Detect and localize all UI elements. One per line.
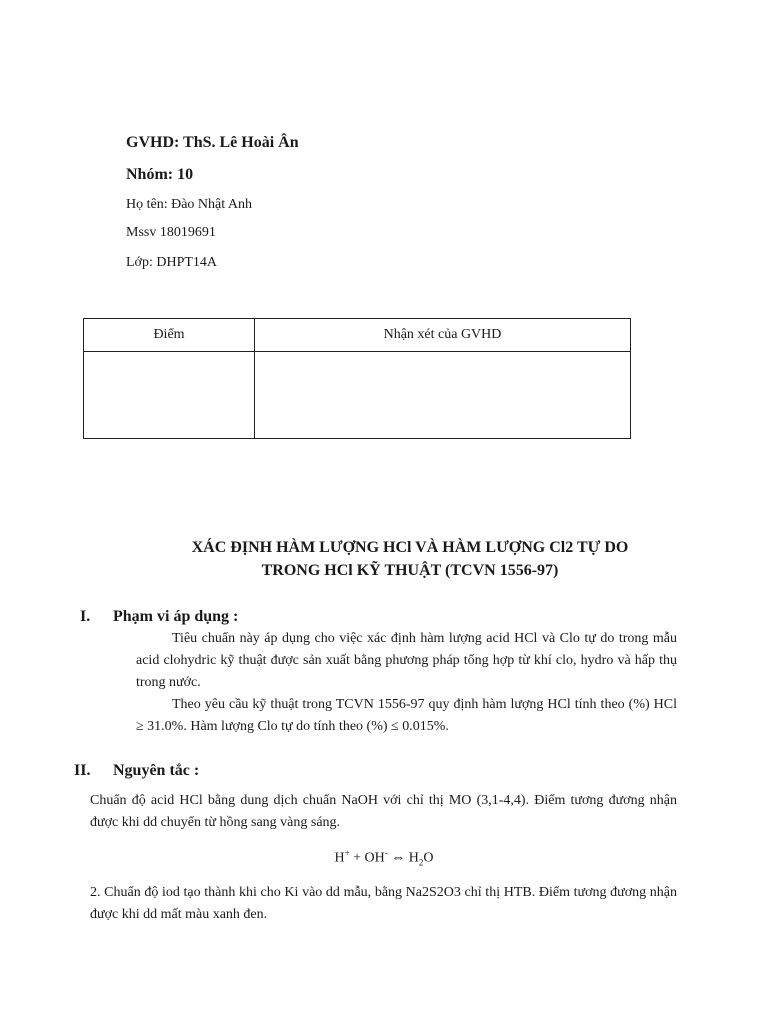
reaction-equation [0,848,768,867]
grade-cell [84,352,255,439]
grade-table [83,318,631,439]
eq-h: H [334,850,345,866]
comment-cell [255,352,631,439]
section-1-paragraph-1: Tiêu chuẩn này áp dụng cho việc xác định hàm lượng acid HCl và Clo tự do trong mẫu acid clohydric kỹ thuật được sản xuất bằng phương pháp tổng hợp từ khí clo, hydro và hấp thụ trong nước. [136,631,677,690]
eq-oh: + OH [349,850,385,866]
section-2-number: II. [74,762,91,779]
section-1-paragraph-2: Theo yêu cầu kỹ thuật trong TCVN 1556-97 quy định hàm lượng HCl tính theo (%) HCl ≥ 31.0%. Hàm lượng Clo tự do tính theo (%) ≤ 0.015%. [136,697,677,734]
eq-subscript: 2 [418,857,424,868]
comment-header: Nhận xét của GVHD [255,319,631,352]
class-line: Lớp: DHPT14A [126,255,218,270]
section-1-title: Phạm vi áp dụng : [113,608,239,625]
eq-o: O [423,850,434,866]
grade-header: Điểm [84,319,255,352]
eq-oh-charge: - [384,848,388,858]
instructor-line: GVHD: ThS. Lê Hoài Ân [126,134,299,151]
group-line: Nhóm: 10 [126,166,194,183]
eq-h-charge: + [344,848,350,858]
section-2-title: Nguyên tắc : [113,762,200,779]
section-1-number: I. [80,608,91,625]
section-2-paragraph-2: 2. Chuẩn độ iod tạo thành khi cho Ki vào dd mẫu, bằng Na2S2O3 chỉ thị HTB. Điểm tương đương nhận được khi dd mất màu xanh đen. [90,885,677,922]
student-name: Họ tên: Đào Nhật Anh [126,197,252,212]
student-id: Mssv 18019691 [126,225,216,240]
section-2-paragraph-1: Chuẩn độ acid HCl bằng dung dịch chuẩn NaOH với chỉ thị MO (3,1-4,4). Điểm tương đương nhận được khi dd chuyển từ hồng sang vàng sáng. [90,793,677,830]
document-title [140,536,680,582]
title-line-2: TRONG HCl KỸ THUẬT (TCVN 1556-97) [261,562,559,579]
eq-arrow: ⇔ H [387,850,419,866]
title-line-1: XÁC ĐỊNH HÀM LƯỢNG HCl VÀ HÀM LƯỢNG Cl2 TỰ DO [191,539,629,556]
